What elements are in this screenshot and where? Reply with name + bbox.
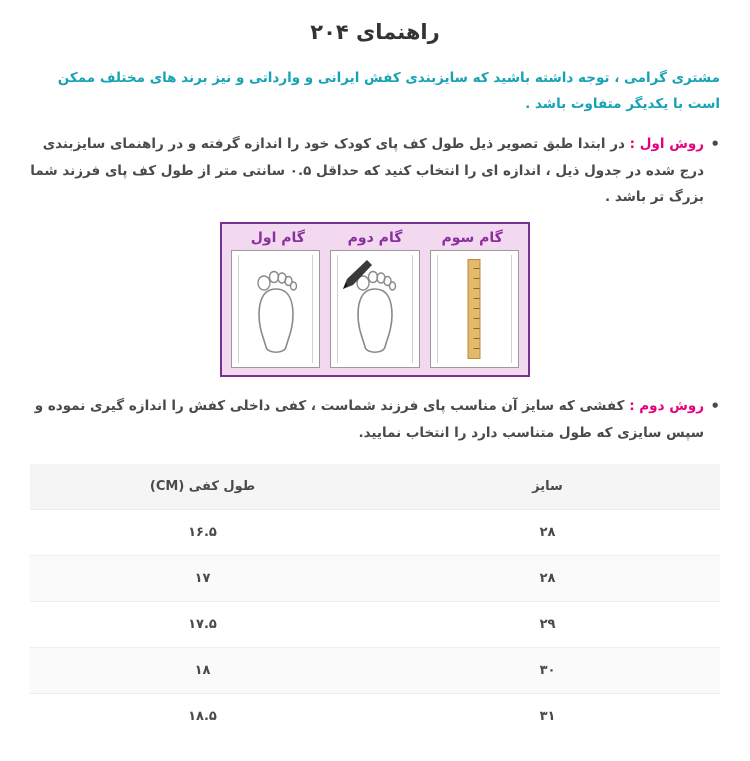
figure-wrapper	[0, 222, 750, 377]
table-row	[30, 601, 720, 647]
table-row	[30, 693, 720, 739]
figure-panel-three	[430, 250, 519, 368]
size-table-head	[30, 464, 720, 510]
figure-step-two-label: گام دوم	[347, 230, 403, 247]
size-table-body	[30, 509, 720, 739]
table-row	[30, 509, 720, 555]
panel-guide-line	[238, 255, 239, 363]
measure-foot-illustration	[220, 222, 530, 377]
method-two-text: کفشی که سایز آن مناسب پای فرزند شماست ، کفی داخلی کفش را اندازه گیری نموده و سپس سایزی که طول متناسب دارد را انتخاب نمایید.	[34, 398, 704, 441]
table-row	[30, 555, 720, 601]
panel-guide-line	[312, 255, 313, 363]
figure-panel-two	[330, 250, 419, 368]
page-title: راهنمای ۲۰۴	[310, 20, 440, 44]
panel-guide-line	[412, 255, 413, 363]
cell-size: ۲۸	[539, 524, 556, 540]
cell-size: ۳۰	[539, 662, 556, 678]
cell-size: ۳۱	[539, 708, 556, 724]
guide-page	[0, 20, 750, 761]
figure-panel-one	[231, 250, 320, 368]
ruler-icon	[468, 259, 481, 359]
list-item	[26, 393, 720, 446]
method-two-label: روش دوم :	[629, 398, 704, 415]
pencil-icon	[337, 255, 377, 295]
cell-length: ۱۷.۵	[188, 616, 217, 632]
footprint-icon	[250, 259, 302, 359]
cell-size: ۲۹	[539, 616, 556, 632]
table-header-row	[30, 464, 720, 510]
panel-guide-line	[511, 255, 512, 363]
cell-length: ۱۸	[194, 662, 211, 678]
cell-length: ۱۷	[194, 570, 211, 586]
cell-size: ۲۸	[539, 570, 556, 586]
method-one-label: روش اول :	[629, 136, 704, 153]
cell-length: ۱۶.۵	[188, 524, 217, 540]
table-row	[30, 647, 720, 693]
figure-step-three-label: گام سوم	[441, 230, 503, 247]
panel-guide-line	[437, 255, 438, 363]
figure-step-one-label: گام اول	[250, 230, 305, 247]
size-table	[30, 464, 720, 739]
methods-list	[26, 131, 720, 210]
intro-note: مشتری گرامی ، توجه داشته باشید که سایزبندی کفش ایرانی و وارداتی و نیز برند های مختلف ممکن است با یکدیگر متفاوت باشد .	[57, 70, 720, 112]
figure-panels	[226, 250, 524, 368]
figure-step-labels	[226, 228, 524, 250]
method-one-text: در ابتدا طبق تصویر ذیل طول کف پای کودک خود را اندازه گرفته و در راهنمای سایزبندی درج شده در جدول ذیل ، اندازه ای را انتخاب کنید که حداقل ۰.۵ سانتی متر از طول کف پای فرزند شما بزرگ تر باشد .	[30, 136, 704, 205]
list-item	[26, 131, 720, 210]
column-header-size: سایز	[532, 478, 563, 494]
cell-length: ۱۸.۵	[188, 708, 217, 724]
methods-list-second	[26, 393, 720, 446]
column-header-length: طول کفی (CM)	[149, 478, 256, 494]
